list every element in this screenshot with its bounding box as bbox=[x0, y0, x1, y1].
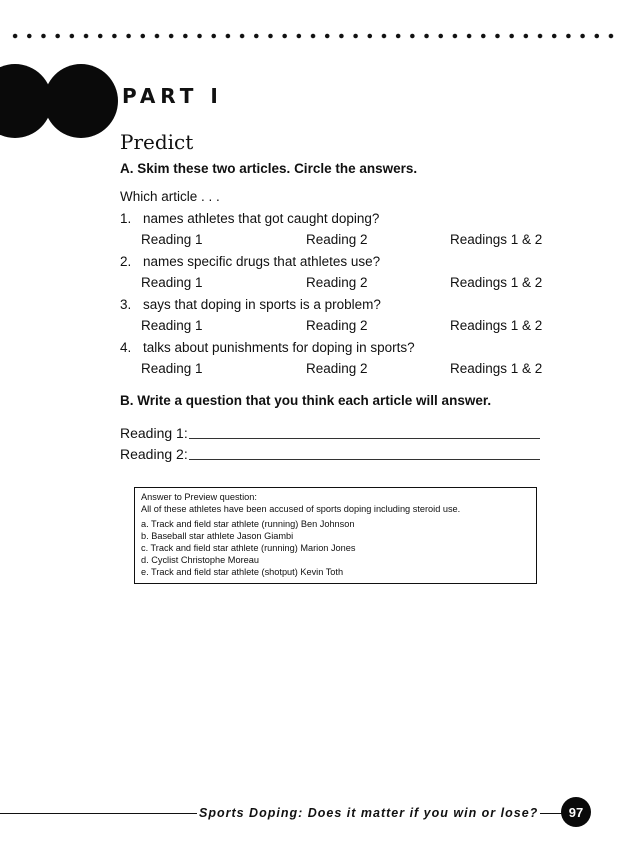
exercise-a-lead: Which article . . . bbox=[120, 189, 220, 204]
question-number: 2. bbox=[120, 254, 132, 269]
option-reading-2[interactable]: Reading 2 bbox=[306, 318, 368, 333]
option-readings-both[interactable]: Readings 1 & 2 bbox=[450, 275, 543, 290]
question-number: 3. bbox=[120, 297, 132, 312]
reading-1-answer-line[interactable] bbox=[189, 438, 540, 439]
answer-item: e. Track and field star athlete (shotput) Kevin Toth bbox=[141, 567, 344, 577]
section-title: Predict bbox=[120, 130, 194, 154]
option-readings-both[interactable]: Readings 1 & 2 bbox=[450, 318, 543, 333]
question-number: 4. bbox=[120, 340, 132, 355]
reading-1-label: Reading 1: bbox=[120, 425, 188, 441]
question-text: names specific drugs that athletes use? bbox=[143, 254, 381, 269]
option-reading-1[interactable]: Reading 1 bbox=[141, 318, 203, 333]
answer-item: a. Track and field star athlete (running) Ben Johnson bbox=[141, 519, 355, 529]
exercise-b-instruction: B. Write a question that you think each article will answer. bbox=[120, 393, 492, 408]
page-number: 97 bbox=[561, 797, 591, 827]
decorative-circle-right bbox=[44, 64, 118, 138]
answer-item: c. Track and field star athlete (running) Marion Jones bbox=[141, 543, 356, 553]
footer-title: Sports Doping: Does it matter if you win or lose? bbox=[199, 806, 539, 820]
option-readings-both[interactable]: Readings 1 & 2 bbox=[450, 361, 543, 376]
question-number: 1. bbox=[120, 211, 132, 226]
option-reading-1[interactable]: Reading 1 bbox=[141, 361, 203, 376]
reading-2-answer-line[interactable] bbox=[189, 459, 540, 460]
option-reading-1[interactable]: Reading 1 bbox=[141, 232, 203, 247]
question-text: names athletes that got caught doping? bbox=[143, 211, 380, 226]
answer-box bbox=[134, 487, 537, 584]
answer-item: b. Baseball star athlete Jason Giambi bbox=[141, 531, 294, 541]
option-readings-both[interactable]: Readings 1 & 2 bbox=[450, 232, 543, 247]
answer-box-title: Answer to Preview question: bbox=[141, 492, 257, 502]
answer-box-intro: All of these athletes have been accused of sports doping including steroid use. bbox=[141, 504, 461, 514]
exercise-a-instruction: A. Skim these two articles. Circle the answers. bbox=[120, 161, 418, 176]
option-reading-1[interactable]: Reading 1 bbox=[141, 275, 203, 290]
option-reading-2[interactable]: Reading 2 bbox=[306, 361, 368, 376]
option-reading-2[interactable]: Reading 2 bbox=[306, 275, 368, 290]
answer-item: d. Cyclist Christophe Moreau bbox=[141, 555, 259, 565]
reading-2-label: Reading 2: bbox=[120, 446, 188, 462]
part-title: PART I bbox=[122, 84, 223, 108]
question-text: says that doping in sports is a problem? bbox=[143, 297, 381, 312]
question-text: talks about punishments for doping in sports? bbox=[143, 340, 415, 355]
option-reading-2[interactable]: Reading 2 bbox=[306, 232, 368, 247]
dotted-rule bbox=[8, 33, 618, 39]
